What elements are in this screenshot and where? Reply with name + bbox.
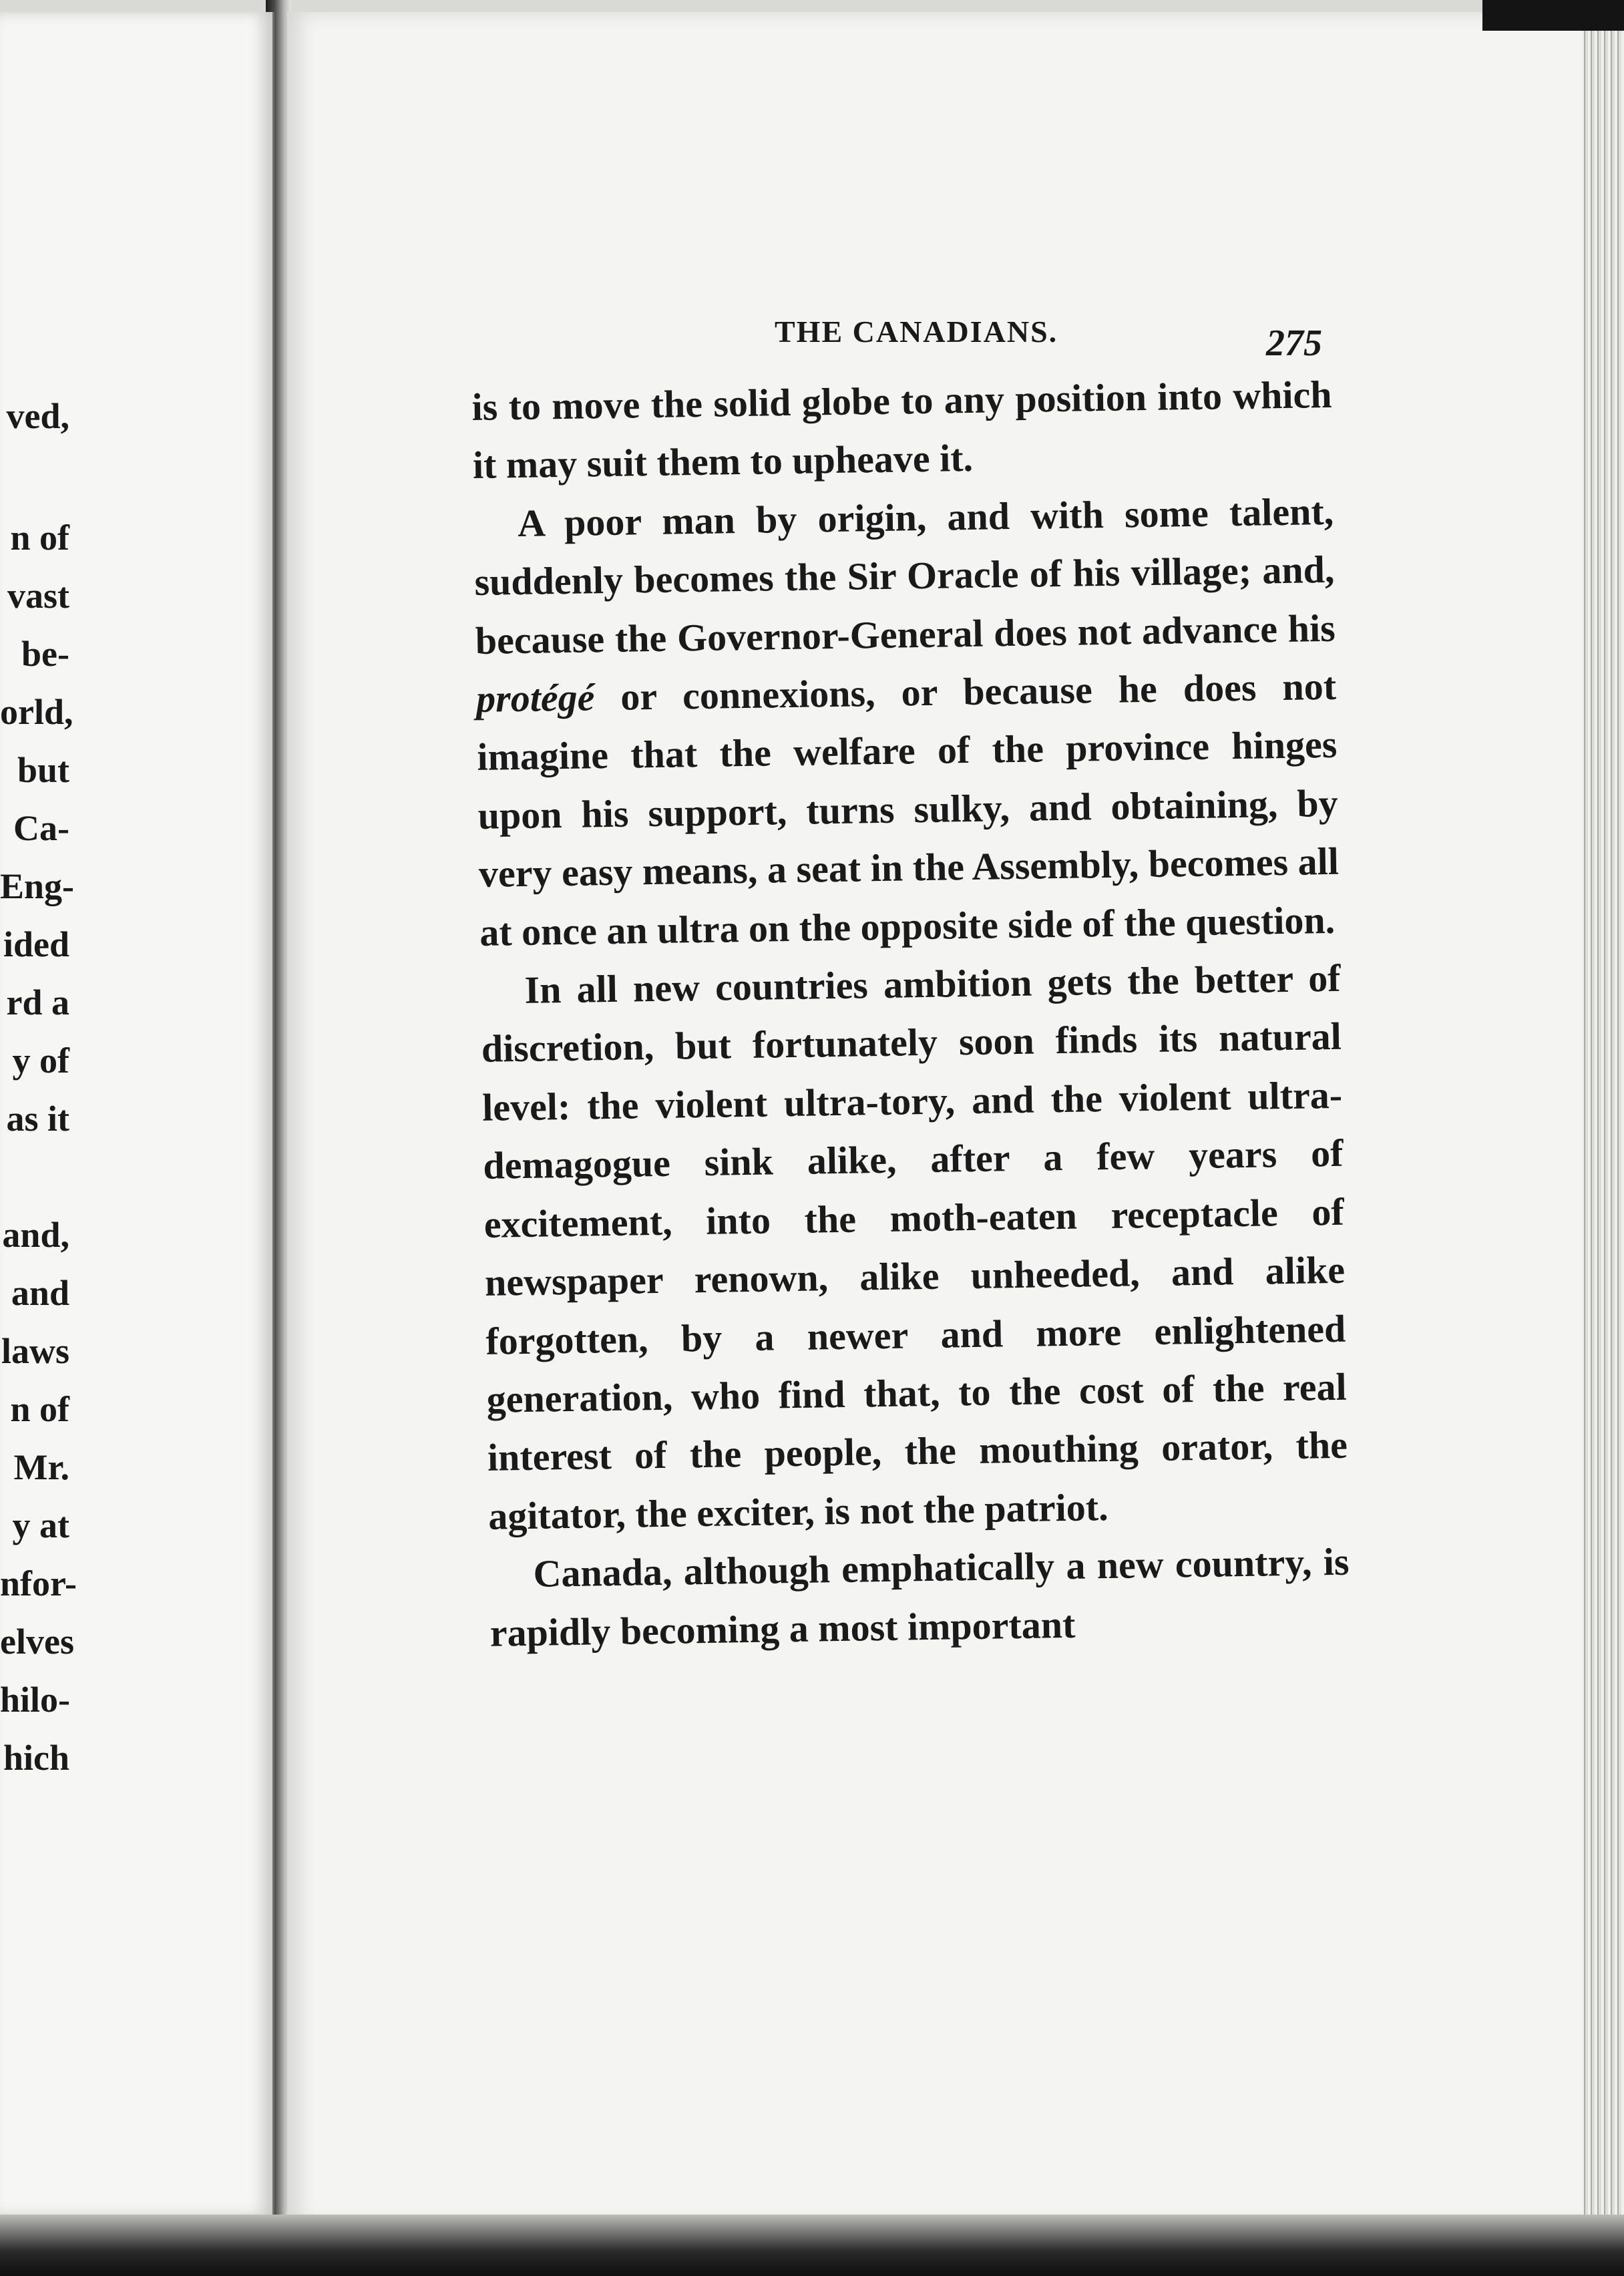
left-line: ved, <box>6 396 69 436</box>
left-line: rd a <box>6 982 69 1022</box>
left-line: and <box>11 1273 69 1313</box>
left-line: vast <box>7 576 69 616</box>
left-page <box>0 12 274 2216</box>
left-line: orld, <box>0 692 73 732</box>
page-number: 275 <box>1266 323 1322 364</box>
page-body <box>471 365 1350 1662</box>
left-line: ided <box>3 924 69 964</box>
left-line: and, <box>2 1215 69 1255</box>
left-line: y of <box>12 1040 69 1081</box>
running-header: THE CANADIANS. <box>775 315 1058 349</box>
scan-shadow <box>1482 0 1624 31</box>
left-line: but <box>17 750 69 790</box>
scan-bottom-edge <box>0 2215 1624 2276</box>
left-line: n of <box>10 1389 69 1429</box>
left-line: hich <box>3 1738 69 1778</box>
left-line: as it <box>6 1099 69 1139</box>
paragraph-text: A poor man by origin, and with some talent, suddenly becomes the Sir Oracle of his village; and, because the Governor-General does not advance his <box>474 489 1336 662</box>
left-line: Ca- <box>13 808 69 848</box>
left-line: n of <box>10 518 69 558</box>
left-line: nfor- <box>0 1563 77 1603</box>
page-fore-edge <box>1581 27 1624 2251</box>
italic-word: protégé <box>475 675 595 721</box>
paragraph: Canada, although emphatically a new country, is rapidly becoming a most important <box>489 1539 1350 1655</box>
paragraph: In all new countries ambition gets the better of discretion, but fortunately soon finds its natural level: the violent ultra-tory, and the violent ultra-demagogue sink alike, after a few years of excitement, into the moth-eaten receptacle of newspaper renown, alike unheeded, and alike forgotten, by a newer and more enlightened generation, who find that, to the cost of the real interest of the people, the mouthing orator, the agitator, the exciter, is not the patriot. <box>481 956 1348 1538</box>
paragraph <box>473 482 1340 962</box>
left-line: laws <box>1 1331 69 1371</box>
left-line: Eng- <box>0 866 75 906</box>
paragraph-text: or connexions, or because he does not imagine that the welfare of the province hinges upon his support, turns sulky, and obtaining, by very easy means, a seat in the Assembly, becomes all at once an ultra on the opposite side of the question. <box>476 664 1340 954</box>
paragraph: is to move the solid globe to any position into which it may suit them to upheave it. <box>471 372 1332 488</box>
left-line: hilo- <box>0 1680 71 1720</box>
left-line: elves <box>0 1622 74 1662</box>
left-line: y at <box>12 1505 69 1545</box>
left-line: be- <box>21 634 69 674</box>
left-line: Mr. <box>13 1447 69 1487</box>
